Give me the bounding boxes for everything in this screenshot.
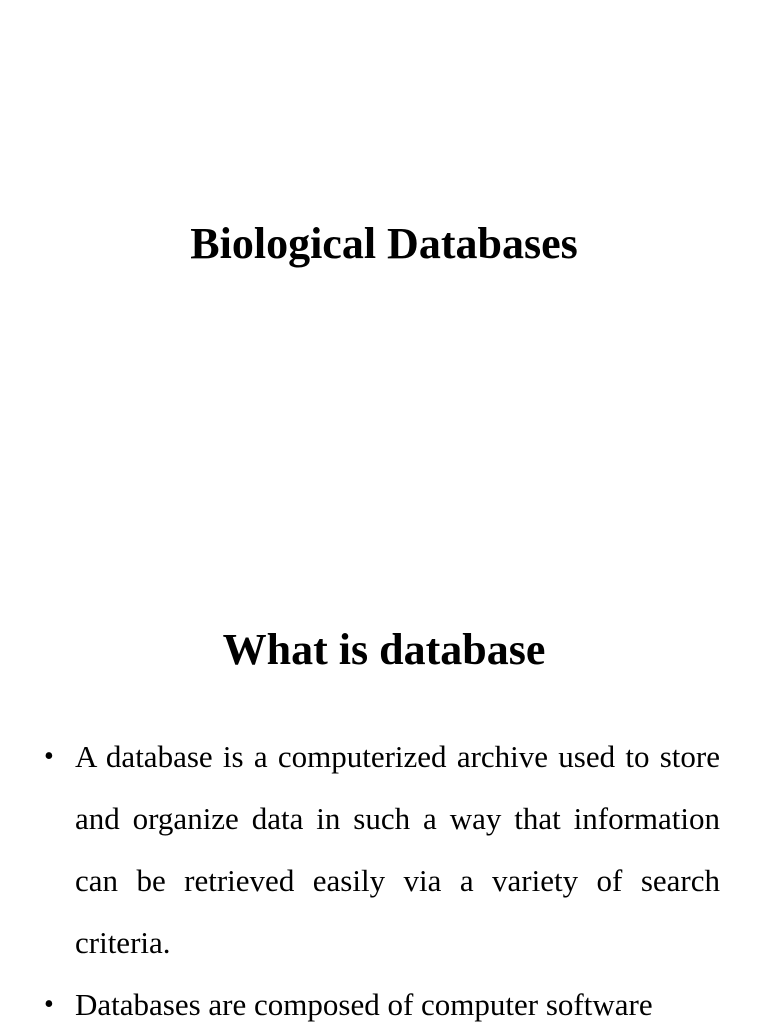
bullet-text: Databases are composed of computer software	[75, 987, 653, 1022]
section-heading: What is database	[222, 625, 546, 674]
bullet-list	[0, 726, 768, 1036]
bullet-icon: •	[44, 741, 54, 772]
bullet-text: A database is a computerized archive used to store and organize data in such a way that information can be retrieved easily via a variety of search criteria.	[75, 739, 720, 960]
bullet-item	[0, 974, 768, 1036]
slide-title: Biological Databases	[190, 219, 578, 268]
bullet-icon: •	[44, 989, 54, 1020]
bullet-item	[0, 726, 768, 974]
